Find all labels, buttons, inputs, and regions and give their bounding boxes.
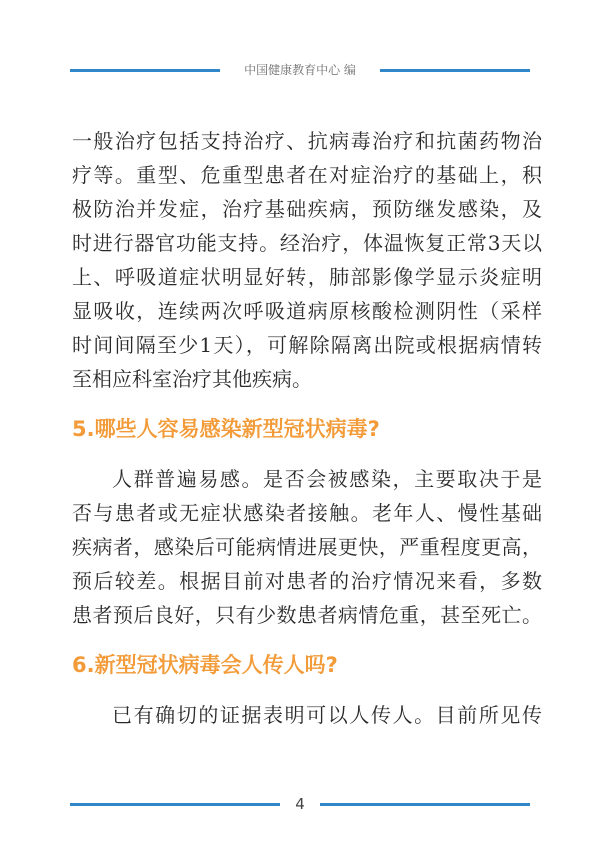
header-rule-right xyxy=(380,69,530,72)
text-line: 至相应科室治疗其他疾病。 xyxy=(72,367,312,391)
text-line: 一般治疗包括支持治疗、抗病毒治疗和抗菌药物治 xyxy=(72,129,542,153)
text-line: 患者预后良好，只有少数患者病情危重，甚至死亡。 xyxy=(72,603,542,627)
text-line: 极防治并发症，治疗基础疾病，预防继发感染，及 xyxy=(72,197,542,221)
text-line: 时进行器官功能支持。经治疗，体温恢复正常3天以 xyxy=(72,231,542,255)
section-heading-6: 6.新型冠状病毒会人传人吗? xyxy=(72,653,338,677)
footer-rule-right xyxy=(320,803,530,806)
paragraph-susceptibility xyxy=(72,462,542,632)
section-heading-5: 5.哪些人容易感染新型冠状病毒? xyxy=(72,417,380,441)
page-number: 4 xyxy=(295,795,305,813)
text-line: 否与患者或无症状感染者接触。老年人、慢性基础 xyxy=(72,501,542,525)
page-body xyxy=(72,124,542,732)
text-line: 疗等。重型、危重型患者在对症治疗的基础上，积 xyxy=(72,163,542,187)
text-line: 已有确切的证据表明可以人传人。目前所见传 xyxy=(112,703,542,727)
text-line: 时间间隔至少1天），可解除隔离出院或根据病情转 xyxy=(72,333,542,357)
paragraph-transmission xyxy=(72,698,542,732)
page-header xyxy=(0,60,600,80)
text-line: 人群普遍易感。是否会被感染，主要取决于是 xyxy=(112,467,542,491)
text-line: 上、呼吸道症状明显好转，肺部影像学显示炎症明 xyxy=(72,265,542,289)
text-line: 显吸收，连续两次呼吸道病原核酸检测阴性（采样 xyxy=(72,299,542,323)
page-footer xyxy=(0,794,600,814)
header-title: 中国健康教育中心 编 xyxy=(244,63,356,77)
paragraph-treatment xyxy=(72,124,542,396)
text-line: 预后较差。根据目前对患者的治疗情况来看，多数 xyxy=(72,569,542,593)
text-line: 疾病者，感染后可能病情进展更快，严重程度更高， xyxy=(72,535,542,559)
